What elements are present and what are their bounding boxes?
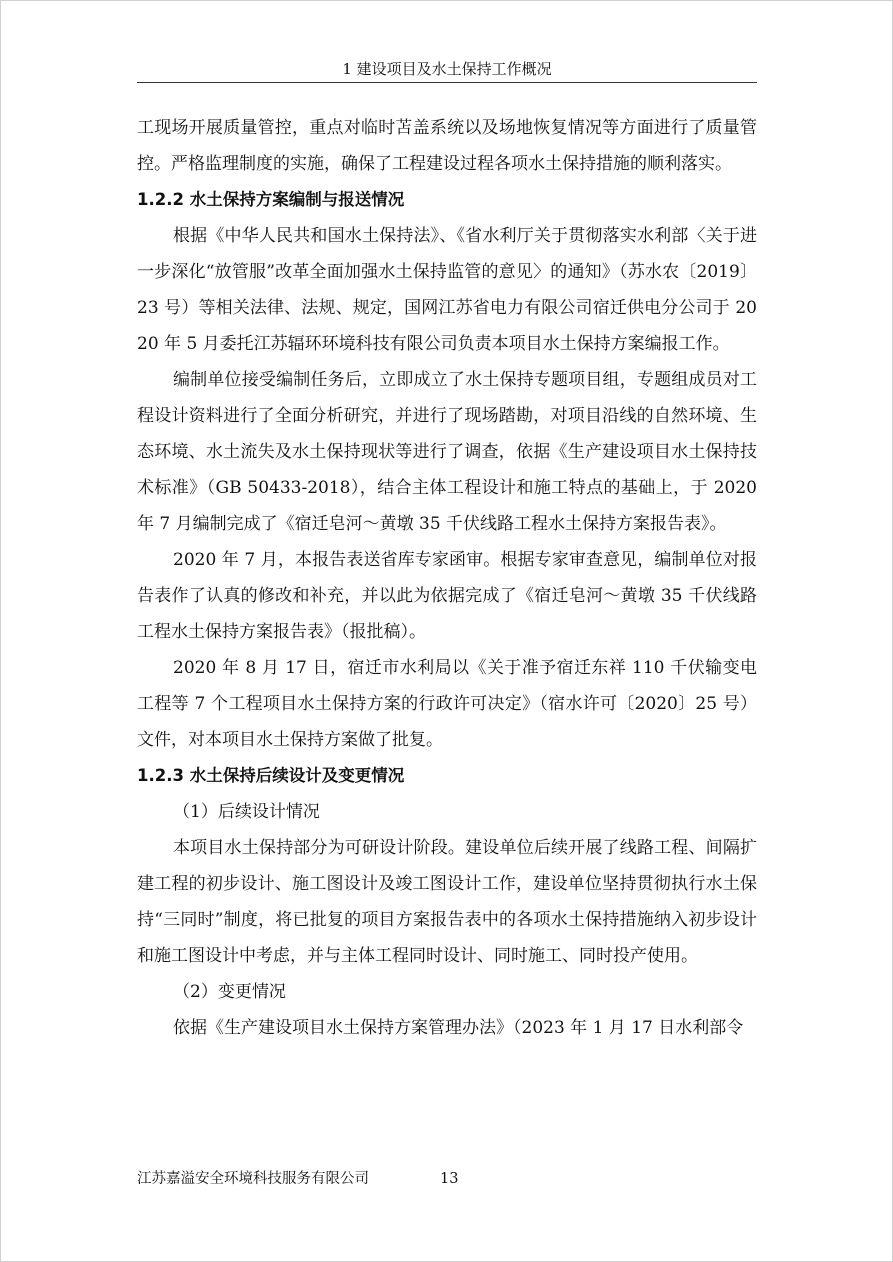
- paragraph-compilation: 编制单位接受编制任务后，立即成立了水土保持专题项目组，专题组成员对工程设计资料进行了全面分析研究，并进行了现场踏勘，对项目沿线的自然环境、生态环境、水土流失及水土保持现状等进行了调查，依据《生产建设项目水土保持技术标准》（GB 50433-2018），结合主体工程设计和施工特点的基础上，于 2020 年 7 月编制完成了《宿迁皂河～黄墩 35 千伏线路工程水土保持方案报告表》。: [137, 370, 757, 534]
- footer-company-name: 江苏嘉溢安全环境科技服务有限公司: [137, 1171, 369, 1187]
- page-content: [137, 110, 757, 1046]
- paragraph-regulations: 根据《中华人民共和国水土保持法》、《省水利厅关于贯彻落实水利部〈关于进一步深化“放管服”改革全面加强水土保持监管的意见〉的通知》（苏水农〔2019〕23 号）等相关法律、法规、规定，国网江苏省电力有限公司宿迁供电分公司于 2020 年 5 月委托江苏辐环环境科技有限公司负责本项目水土保持方案编报工作。: [137, 226, 757, 354]
- paragraph-expert-review: 2020 年 7 月，本报告表送省库专家函审。根据专家审查意见，编制单位对报告表作了认真的修改和补充，并以此为依据完成了《宿迁皂河～黄墩 35 千伏线路工程水土保持方案报告表》（报批稿）。: [137, 550, 757, 642]
- page-number: 13: [440, 1171, 459, 1187]
- header-rule: [137, 82, 757, 83]
- paragraph-approval: 2020 年 8 月 17 日，宿迁市水利局以《关于准予宿迁东祥 110 千伏输变电工程等 7 个工程项目水土保持方案的行政许可决定》（宿水许可〔2020〕25 号）文件，对本项目水土保持方案做了批复。: [137, 658, 757, 750]
- paragraph-changes: 依据《生产建设项目水土保持方案管理办法》（2023 年 1 月 17 日水利部令: [173, 1018, 744, 1038]
- continuation-paragraph: 工现场开展质量管控，重点对临时苫盖系统以及场地恢复情况等方面进行了质量管控。严格监理制度的实施，确保了工程建设过程各项水土保持措施的顺利落实。: [137, 118, 757, 174]
- running-header: 1 建设项目及水土保持工作概况: [342, 60, 552, 78]
- section-heading-1-2-3: 1.2.3 水土保持后续设计及变更情况: [137, 766, 405, 785]
- section-heading-1-2-2: 1.2.2 水土保持方案编制与报送情况: [137, 190, 405, 209]
- subsection-title-changes: （2）变更情况: [173, 982, 286, 1002]
- subsection-title-follow-up-design: （1）后续设计情况: [173, 802, 320, 822]
- paragraph-follow-up-design: 本项目水土保持部分为可研设计阶段。建设单位后续开展了线路工程、间隔扩建工程的初步设计、施工图设计及竣工图设计工作，建设单位坚持贯彻执行水土保持“三同时”制度，将已批复的项目方案报告表中的各项水土保持措施纳入初步设计和施工图设计中考虑，并与主体工程同时设计、同时施工、同时投产使用。: [137, 838, 757, 966]
